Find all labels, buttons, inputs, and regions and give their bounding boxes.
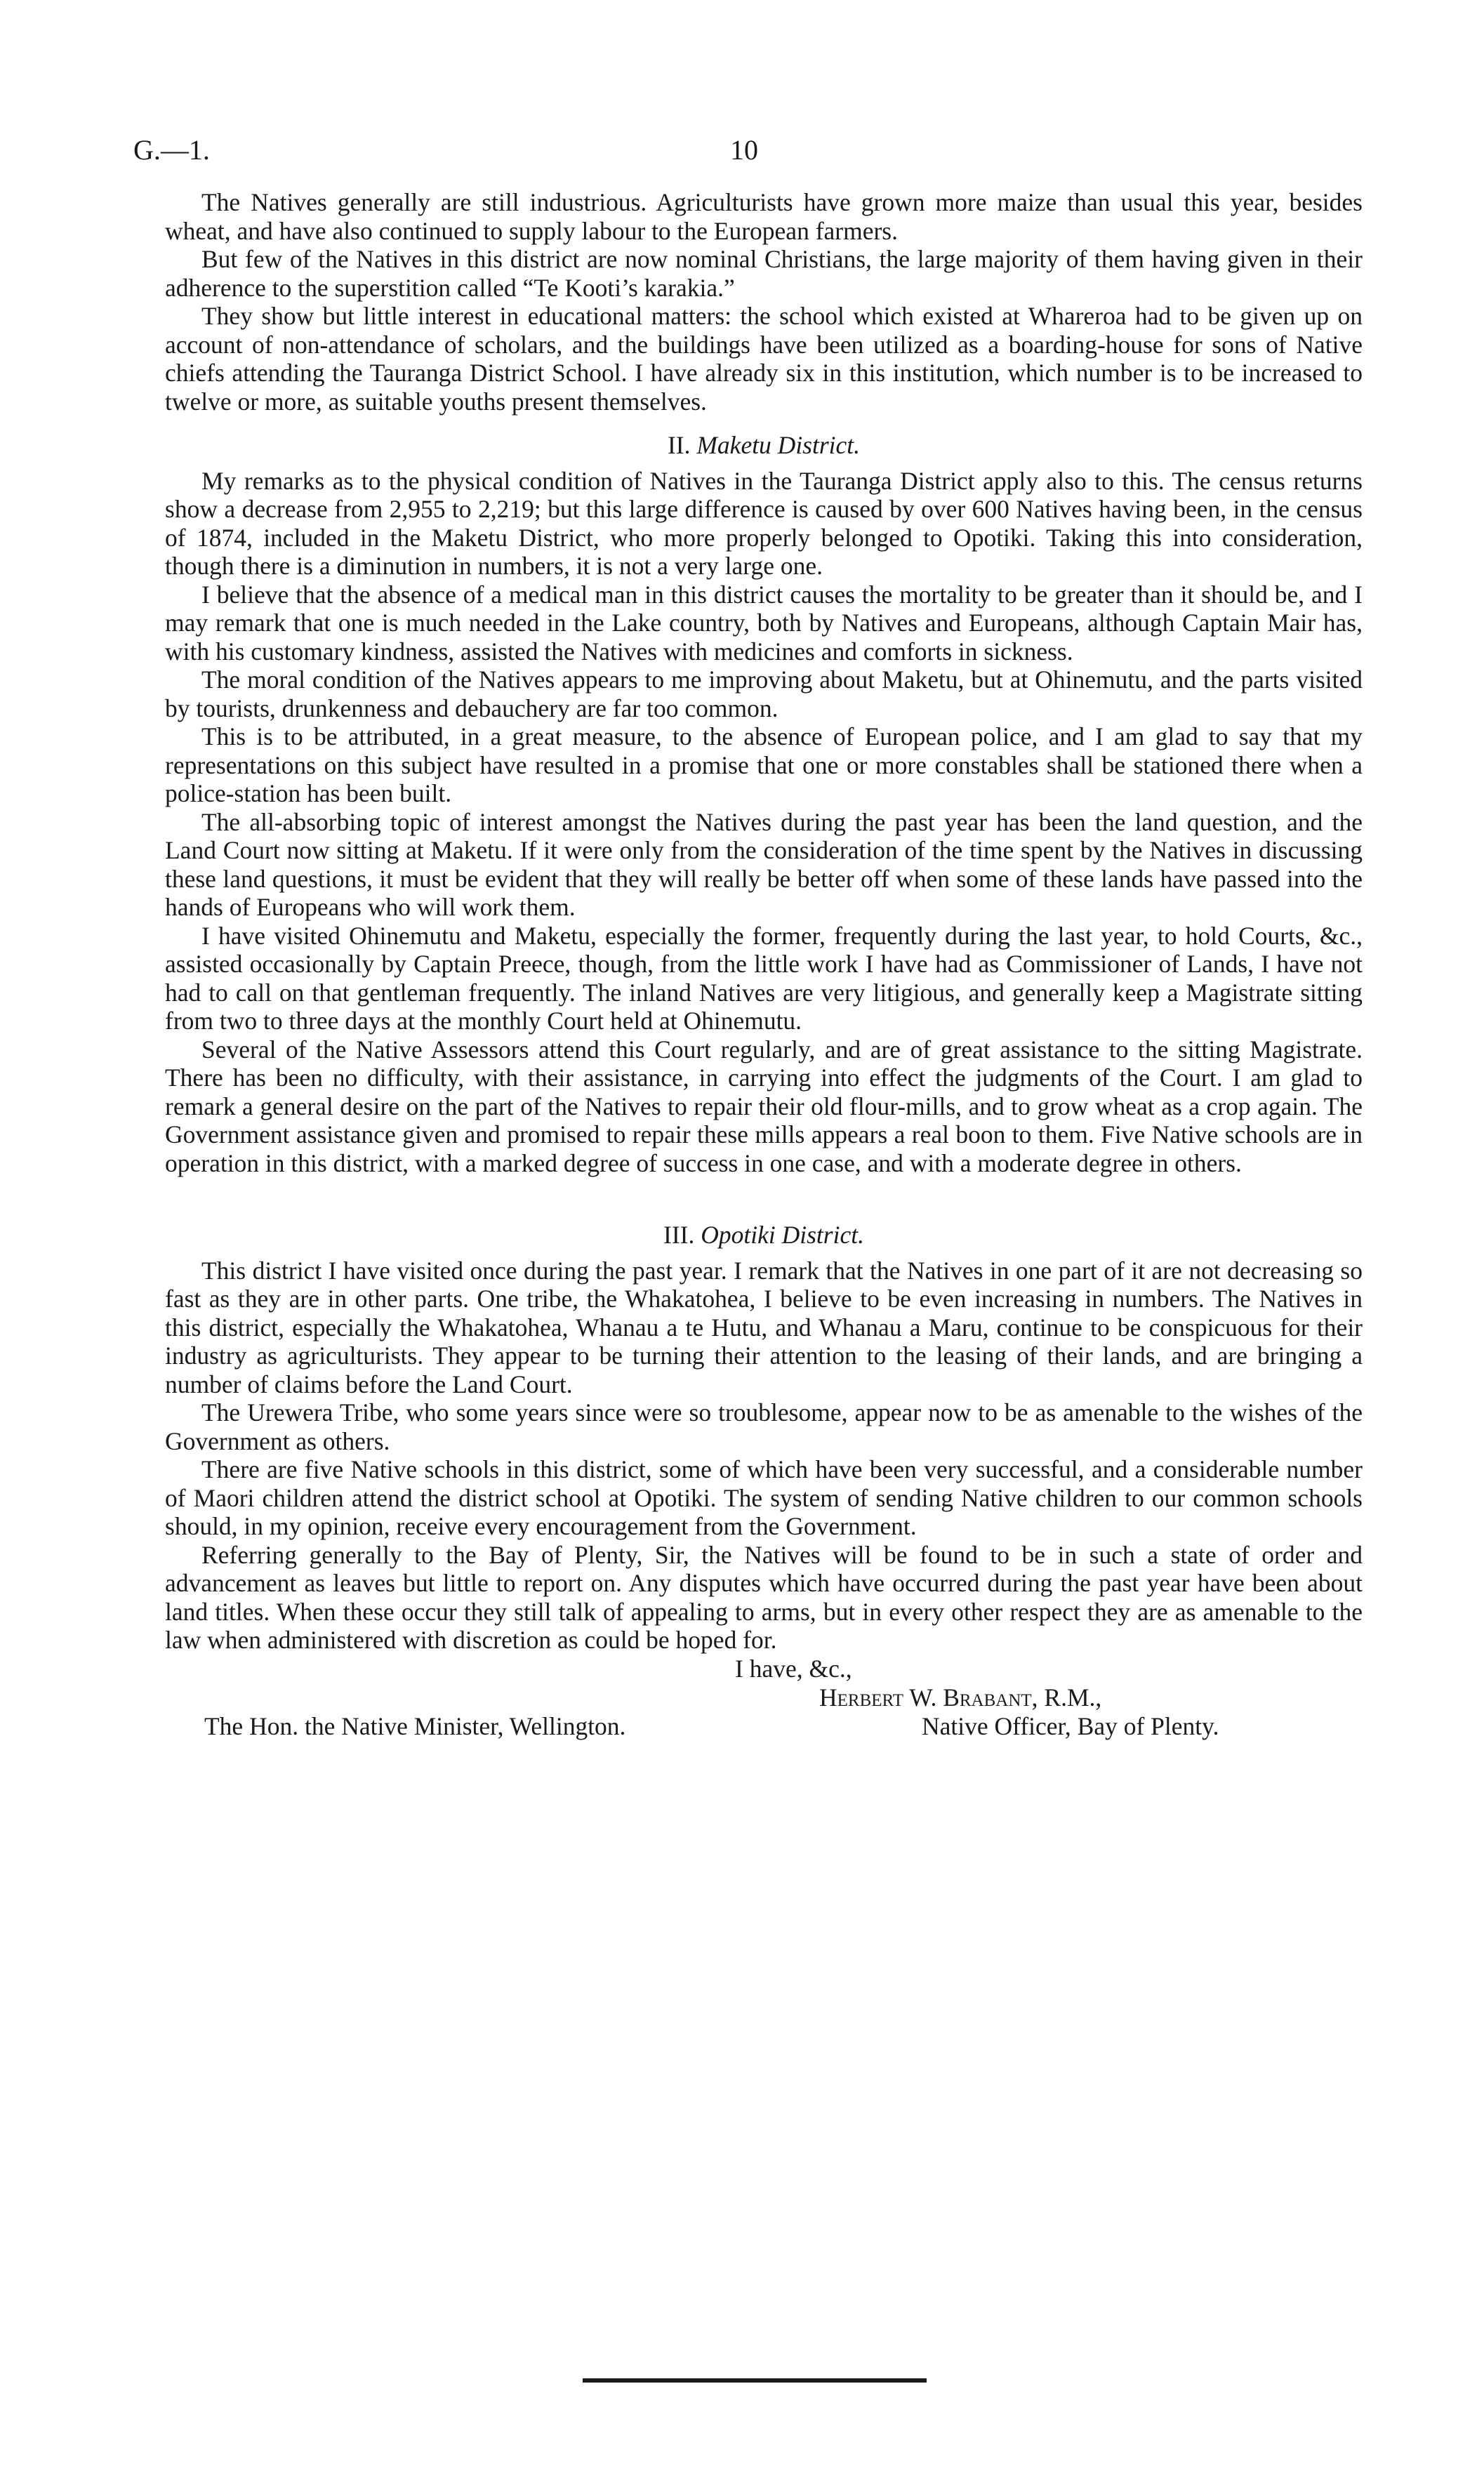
intro-section (165, 188, 1363, 416)
section-numeral: II. (667, 431, 691, 459)
paragraph: There are five Native schools in this district, some of which have been very successful, and a considerable number of Maori children attend the district school at Opotiki. The system of sending Native children to our common schools should, in my opinion, receive every encouragement from the Government. (165, 1455, 1363, 1540)
opotiki-section (165, 1221, 1363, 1655)
signer-name: Herbert W. Brabant, R.M., (819, 1683, 1102, 1711)
section-heading (165, 1221, 1363, 1250)
section-spacer (165, 1177, 1363, 1205)
paragraph: This district I have visited once during the past year. I remark that the Natives in one part of it are not decreasing so fast as they are in other parts. One tribe, the Whakatohea, I believe to be even increasing in numbers. The Natives in this district, especially the Whakatohea, Whanau a te Hutu, and Whanau a Maru, continue to be conspicuous for their industry as agriculturists. They appear to be turning their attention to the leasing of their lands, and are bringing a number of claims before the Land Court. (165, 1256, 1363, 1398)
paragraph: But few of the Natives in this district are now nominal Christians, the large majority of them having given in their adherence to the superstition called “Te Kooti’s karakia.” (165, 245, 1363, 302)
page-number: 10 (730, 134, 758, 166)
paragraph: I believe that the absence of a medical man in this district causes the mortality to be greater than it should be, and I may remark that one is much needed in the Lake country, both by Natives and Europeans, although Captain Mair has, with his customary kindness, assisted the Natives with medicines and comforts in sickness. (165, 580, 1363, 665)
paragraph: They show but little interest in educational matters: the school which existed at Whareroa had to be given up on account of non-attendance of scholars, and the buildings have been utilized as a boarding-house for sons of Native chiefs attending the Tauranga District School. I have already six in this institution, which number is to be increased to twelve or more, as suitable youths present themselves. (165, 302, 1363, 416)
paragraph: The Urewera Tribe, who some years since were so troublesome, appear now to be as amenable to the wishes of the Government as others. (165, 1398, 1363, 1455)
end-rule (583, 2378, 927, 2383)
section-title: Maketu District. (696, 431, 861, 459)
signer-office: Native Officer, Bay of Plenty. (922, 1711, 1219, 1740)
paragraph: The moral condition of the Natives appears to me improving about Maketu, but at Ohinemutu, and the parts visited by tourists, drunkenness and debauchery are far too common. (165, 665, 1363, 722)
section-title: Opotiki District. (701, 1221, 864, 1249)
paragraph: Referring generally to the Bay of Plenty, Sir, the Natives will be found to be in such a state of order and advancement as leaves but little to report on. Any disputes which have occurred during the past year have been about land titles. When these occur they still talk of appealing to arms, but in every other respect they are as amenable to the law when administered with discretion as could be hoped for. (165, 1540, 1363, 1654)
paragraph: My remarks as to the physical condition of Natives in the Tauranga District apply also to this. The census returns show a decrease from 2,955 to 2,219; but this large difference is caused by over 600 Natives having been, in the census of 1874, included in the Maketu District, who more properly belonged to Opotiki. Taking this into consideration, though there is a diminution in numbers, it is not a very large one. (165, 466, 1363, 580)
salutation: I have, &c., (735, 1654, 852, 1683)
paragraph: The all-absorbing topic of interest amongst the Natives during the past year has been the land question, and the Land Court now sitting at Maketu. If it were only from the consideration of the time spent by the Natives in discussing these land questions, it must be evident that they will really be better off when some of these lands have passed into the hands of Europeans who will work them. (165, 807, 1363, 921)
section-numeral: III. (663, 1221, 695, 1249)
paragraph: I have visited Ohinemutu and Maketu, especially the former, frequently during the last year, to hold Courts, &c., assisted occasionally by Captain Preece, though, from the little work I have had as Commissioner of Lands, I have not had to call on that gentleman frequently. The inland Natives are very litigious, and generally keep a Magistrate sitting from two to three days at the monthly Court held at Ohinemutu. (165, 921, 1363, 1035)
section-heading (165, 431, 1363, 460)
document-reference: G.—1. (133, 134, 210, 166)
paragraph: The Natives generally are still industrious. Agriculturists have grown more maize than usual this year, besides wheat, and have also continued to supply labour to the European farmers. (165, 188, 1363, 245)
paragraph: This is to be attributed, in a great measure, to the absence of European police, and I am glad to say that my representations on this subject have resulted in a promise that one or more constables shall be stationed there when a police-station has been built. (165, 722, 1363, 807)
letter-closing (165, 1655, 1363, 1781)
page-header (133, 133, 1362, 175)
maketu-section (165, 431, 1363, 1177)
addressee: The Hon. the Native Minister, Wellington. (204, 1711, 626, 1740)
paragraph: Several of the Native Assessors attend this Court regularly, and are of great assistance to the sitting Magistrate. There has been no difficulty, with their assistance, in carrying into effect the judgments of the Court. I am glad to remark a general desire on the part of the Natives to repair their old flour-mills, and to grow wheat as a crop again. The Government assistance given and promised to repair these mills appears a real boon to them. Five Native schools are in operation in this district, with a marked degree of success in one case, and with a moderate degree in others. (165, 1035, 1363, 1177)
document-body (165, 188, 1363, 1781)
